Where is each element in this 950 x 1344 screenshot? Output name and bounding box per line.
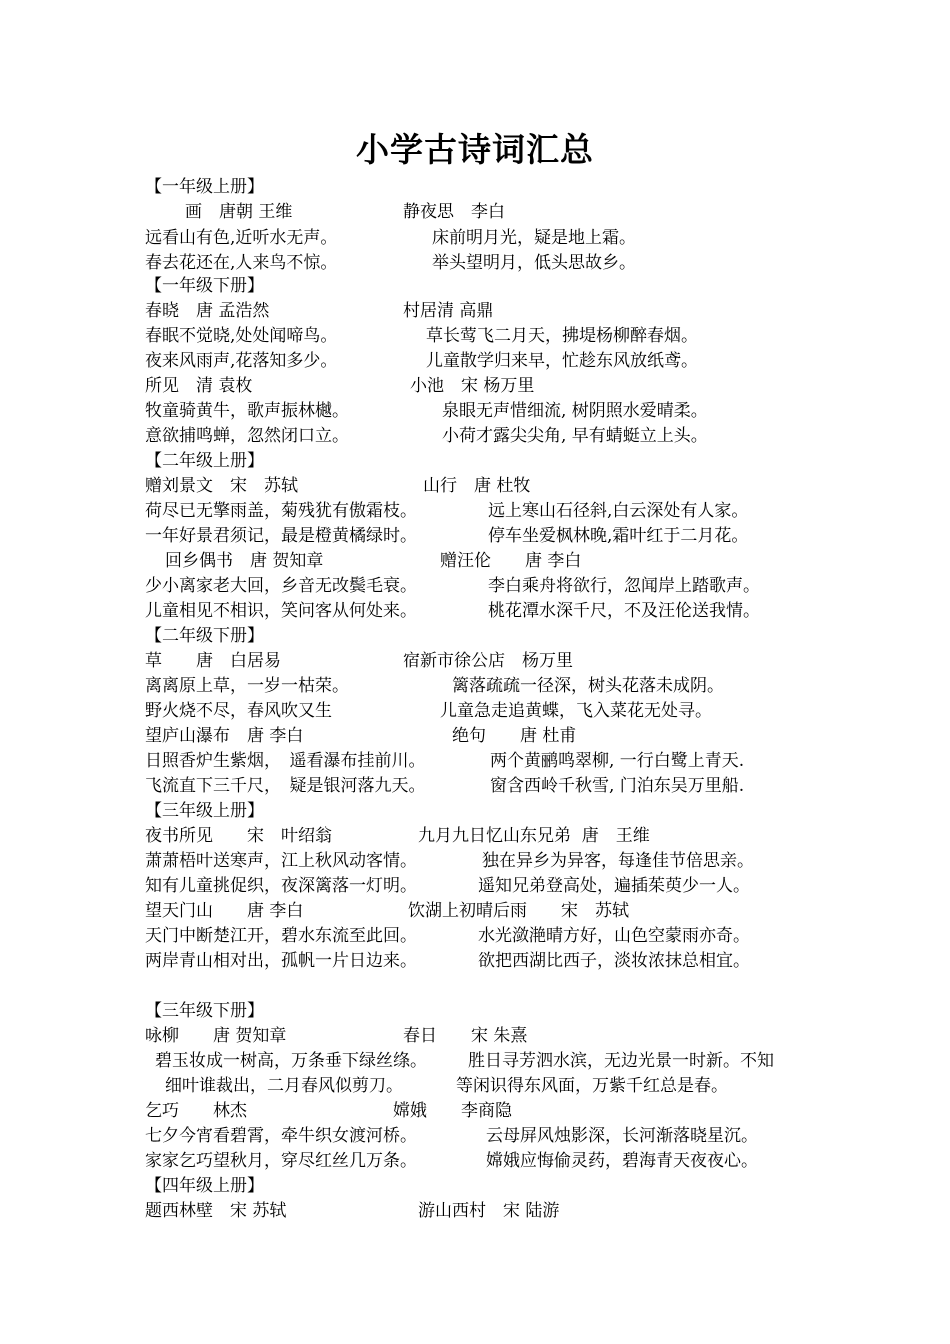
poem-line-left: 两岸青山相对出，孤帆一片日边来。 (145, 951, 417, 971)
poem-line-left: 画 唐朝 王维 (185, 202, 293, 222)
poem-line-right: 小荷才露尖尖角, 早有蜻蜓立上头。 (442, 426, 708, 446)
poem-line-right: 山行 唐 杜牧 (423, 476, 531, 496)
poem-line-right: 小池 宋 杨万里 (410, 376, 535, 396)
poem-line-right: 嫦娥应悔偷灵药，碧海青天夜夜心。 (486, 1151, 758, 1171)
poem-line-left: 题西林壁 宋 苏轼 (145, 1201, 287, 1221)
poem-line-left: 飞流直下三千尺， 疑是银河落九天。 (145, 776, 426, 796)
poem-line-left: 离离原上草，一岁一枯荣。 (145, 676, 349, 696)
poem-line-left: 草 唐 白居易 (145, 651, 281, 671)
section-heading: 【三年级上册】 (145, 801, 264, 821)
poem-line-left: 意欲捕鸣蝉，忽然闭口立。 (145, 426, 349, 446)
section-heading: 【三年级下册】 (145, 1001, 264, 1021)
poem-line-right: 停车坐爱枫林晚,霜叶红于二月花。 (488, 526, 749, 546)
poem-line-left: 家家乞巧望秋月，穿尽红丝几万条。 (145, 1151, 417, 1171)
poem-line-left: 远看山有色,近听水无声。 (145, 228, 338, 248)
poem-line-left: 荷尽已无擎雨盖，菊残犹有傲霜枝。 (145, 501, 417, 521)
poem-line-left: 野火烧不尽，春风吹又生 (145, 701, 332, 721)
poem-line-left: 春晓 唐 孟浩然 (145, 301, 270, 321)
poem-line-right: 床前明月光，疑是地上霜。 (432, 228, 636, 248)
section-heading: 【一年级上册】 (145, 177, 264, 197)
poem-line-right: 宿新市徐公店 杨万里 (403, 651, 573, 671)
poem-line-right: 独在异乡为异客，每逢佳节倍思亲。 (482, 851, 754, 871)
poem-line-right: 远上寒山石径斜,白云深处有人家。 (488, 501, 749, 521)
poem-line-left: 日照香炉生紫烟， 遥看瀑布挂前川。 (145, 751, 426, 771)
poem-line-right: 嫦娥 李商隐 (393, 1101, 512, 1121)
poem-line-left: 一年好景君须记，最是橙黄橘绿时。 (145, 526, 417, 546)
poem-line-right: 举头望明月，低头思故乡。 (432, 253, 636, 273)
poem-line-left: 天门中断楚江开，碧水东流至此回。 (145, 926, 417, 946)
poem-line-right: 水光潋滟晴方好，山色空蒙雨亦奇。 (478, 926, 750, 946)
poem-line-left: 春去花还在,人来鸟不惊。 (145, 253, 338, 273)
poem-line-right: 静夜思 李白 (403, 202, 505, 222)
poem-line-right: 春日 宋 朱熹 (403, 1026, 528, 1046)
poem-line-right: 胜日寻芳泗水滨，无边光景一时新。不知 (468, 1051, 774, 1071)
poem-line-right: 泉眼无声惜细流, 树阴照水爱晴柔。 (442, 401, 708, 421)
poem-line-right: 绝句 唐 杜甫 (452, 726, 577, 746)
poem-line-right: 村居清 高鼎 (403, 301, 494, 321)
section-heading: 【四年级上册】 (145, 1176, 264, 1196)
poem-line-right: 遥知兄弟登高处，遍插茱萸少一人。 (478, 876, 750, 896)
poem-line-right: 草长莺飞二月天，拂堤杨柳醉春烟。 (426, 326, 698, 346)
poem-line-left: 乞巧 林杰 (145, 1101, 247, 1121)
section-heading: 【一年级下册】 (145, 276, 264, 296)
poem-line-right: 九月九日忆山东兄弟 唐 王维 (418, 826, 650, 846)
poem-line-right: 窗含西岭千秋雪, 门泊东吴万里船. (490, 776, 745, 796)
poem-line-left: 七夕今宵看碧霄，牵牛织女渡河桥。 (145, 1126, 417, 1146)
poem-line-right: 两个黄鹂鸣翠柳, 一行白鹭上青天. (490, 751, 745, 771)
poem-line-left: 夜来风雨声,花落知多少。 (145, 351, 338, 371)
poem-line-left: 夜书所见 宋 叶绍翁 (145, 826, 332, 846)
poem-line-right: 儿童急走追黄蝶，飞入菜花无处寻。 (440, 701, 712, 721)
poem-line-right: 赠汪伦 唐 李白 (440, 551, 582, 571)
poem-line-left: 细叶谁裁出，二月春风似剪刀。 (165, 1076, 403, 1096)
poem-line-left: 所见 清 袁枚 (145, 376, 253, 396)
poem-line-left: 望天门山 唐 李白 (145, 901, 304, 921)
document-title: 小学古诗词汇总 (356, 130, 594, 169)
poem-line-right: 欲把西湖比西子，淡妆浓抹总相宜。 (478, 951, 750, 971)
poem-line-right: 饮湖上初晴后雨 宋 苏轼 (408, 901, 629, 921)
poem-line-left: 萧萧梧叶送寒声，江上秋风动客情。 (145, 851, 417, 871)
poem-line-left: 赠刘景文 宋 苏轼 (145, 476, 298, 496)
poem-line-left: 望庐山瀑布 唐 李白 (145, 726, 304, 746)
poem-line-left: 牧童骑黄牛，歌声振林樾。 (145, 401, 349, 421)
section-heading: 【二年级上册】 (145, 451, 264, 471)
poem-line-left: 回乡偶书 唐 贺知章 (165, 551, 324, 571)
poem-line-left: 咏柳 唐 贺知章 (145, 1026, 287, 1046)
poem-line-right: 等闲识得东风面，万紫千红总是春。 (456, 1076, 728, 1096)
poem-line-right: 桃花潭水深千尺，不及汪伦送我情。 (488, 601, 760, 621)
poem-line-left: 知有儿童挑促织，夜深篱落一灯明。 (145, 876, 417, 896)
poem-line-right: 儿童散学归来早，忙趁东风放纸鸢。 (426, 351, 698, 371)
poem-line-left: 碧玉妆成一树高，万条垂下绿丝绦。 (155, 1051, 427, 1071)
section-heading: 【二年级下册】 (145, 626, 264, 646)
poem-line-left: 春眠不觉晓,处处闻啼鸟。 (145, 326, 338, 346)
poem-line-left: 少小离家老大回，乡音无改鬓毛衰。 (145, 576, 417, 596)
poem-line-right: 云母屏风烛影深，长河渐落晓星沉。 (486, 1126, 758, 1146)
poem-line-right: 李白乘舟将欲行，忽闻岸上踏歌声。 (488, 576, 760, 596)
poem-line-right: 篱落疏疏一径深，树头花落未成阴。 (452, 676, 724, 696)
poem-line-left: 儿童相见不相识，笑问客从何处来。 (145, 601, 417, 621)
poem-line-right: 游山西村 宋 陆游 (418, 1201, 560, 1221)
